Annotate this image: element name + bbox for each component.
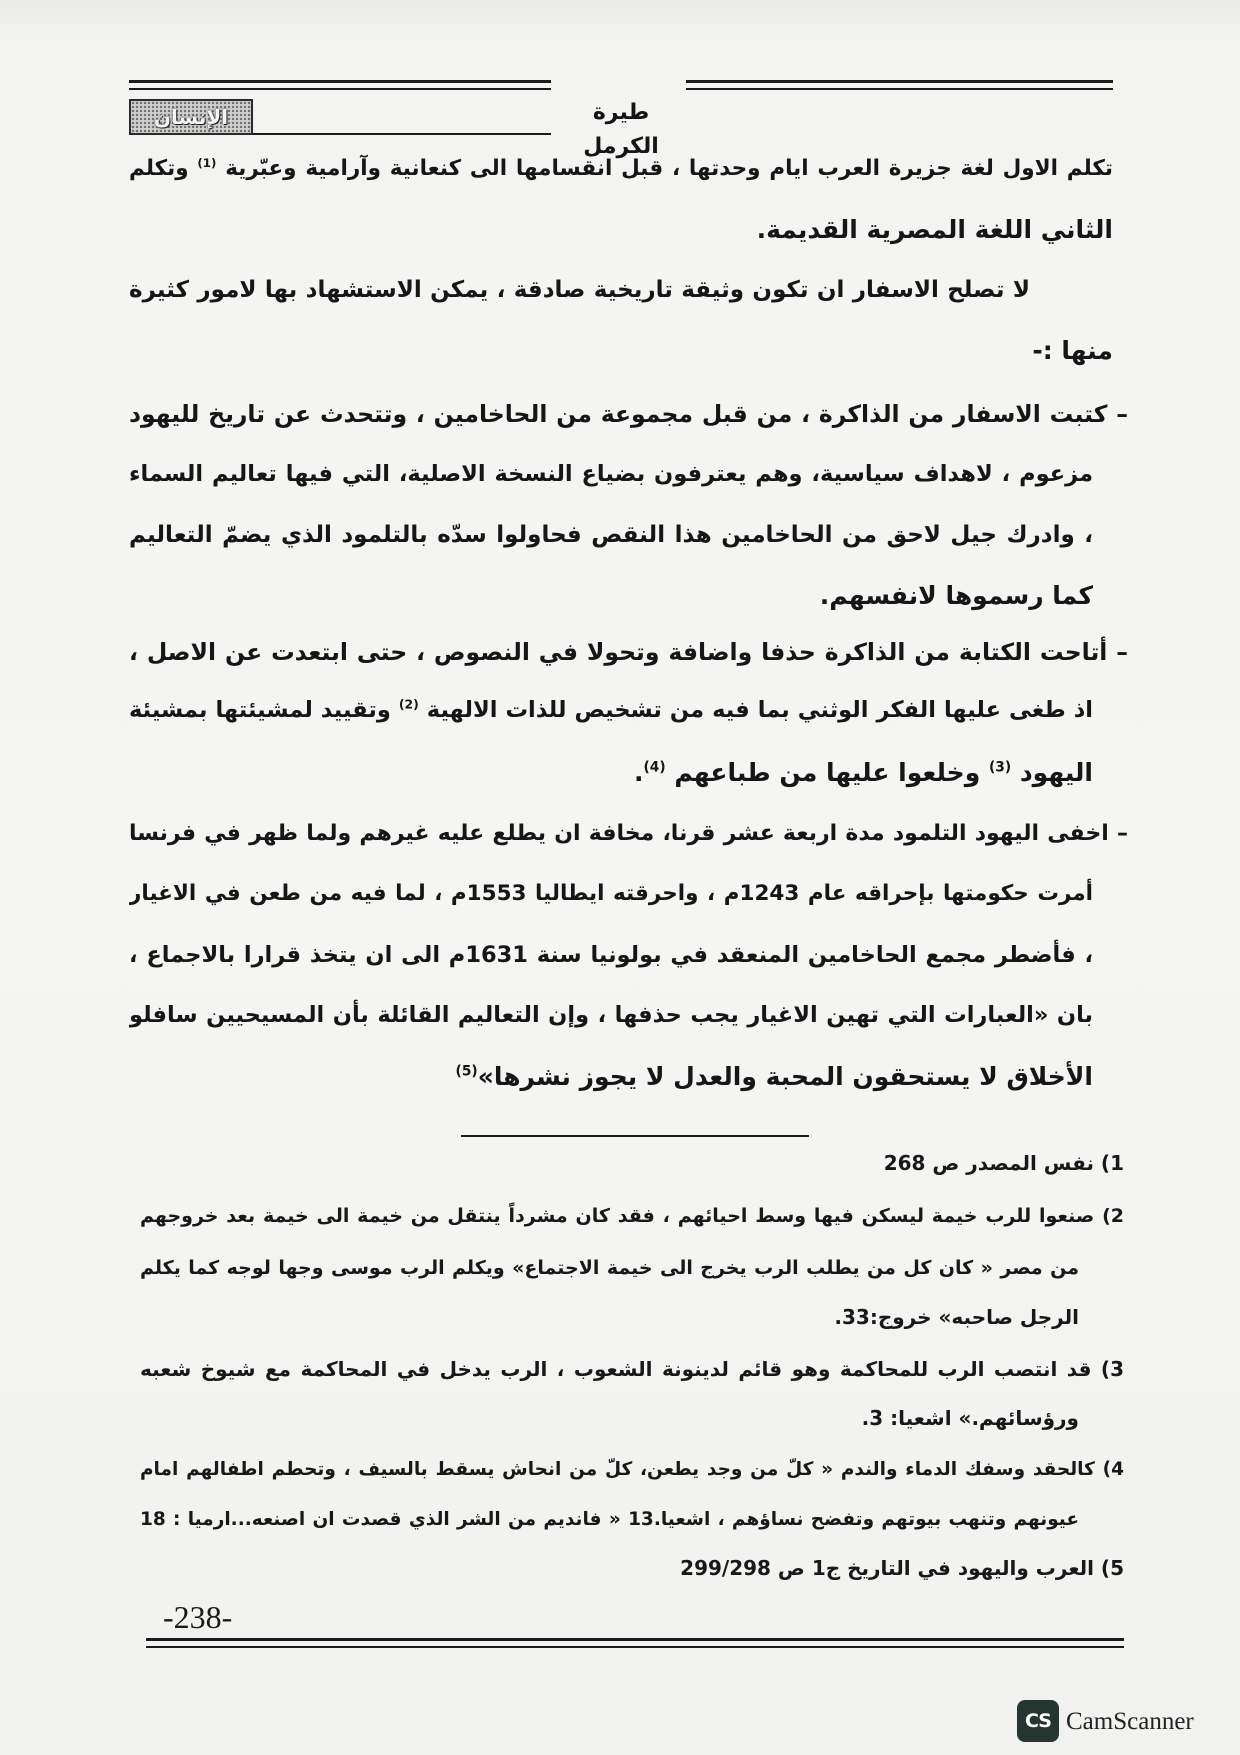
footnote-line [140,1248,1079,1288]
body-text: كما رسموها لانفسهم. [819,581,1093,610]
footnote-ref: (1) [197,155,217,170]
footnote-text: العرب واليهود في التاريخ ج1 ص 299/298 [680,1556,1094,1580]
footnote-line [140,1548,1124,1588]
footnote-ref: (4) [643,759,666,776]
body-text: وخلعوا عليها من طباعهم [665,758,989,787]
footnote-text: كالحقد وسفك الدماء والندم « كلّ من وجد يطعن، كلّ من انحاش يسقط بالسيف ، وتحطم اطفالهم امام [140,1459,1095,1480]
camscanner-watermark-text: CamScanner [1066,1708,1194,1735]
body-line [129,206,1113,254]
footnote-text: عيونهم وتنهب بيوتهم وتفضح نساؤهم ، اشعيا.13 « فانديم من الشر الذي قصدت ان اصنعه...ارميا : 18 [140,1509,1079,1530]
body-text: مزعوم ، لاهداف سياسية، وهم يعترفون بضياع النسخة الاصلية، التي فيها تعاليم السماء [129,461,1093,487]
footnote-text: ورؤسائهم.» اشعيا: 3. [861,1406,1079,1430]
footnote-number: 2) [1094,1205,1124,1227]
body-text: وتكلم [129,156,198,181]
body-text: – كتبت الاسفار من الذاكرة ، من قبل مجموعة من الحاخامين ، وتتحدث عن تاريخ لليهود [129,400,1128,428]
body-line [129,628,1128,676]
footnote-number: 3) [1091,1357,1124,1381]
body-text: . [633,758,644,787]
footnote-text: من مصر « كان كل من يطلب الرب يخرج الى خيمة الاجتماع» ويكلم الرب موسى وجها لوجه كما يكلم [140,1257,1079,1279]
body-line [129,810,1128,858]
camscanner-logo-icon: CS [1017,1700,1059,1742]
running-header-title: طيرة الكرمل [583,100,659,159]
body-text: تكلم الاول لغة جزيرة العرب ايام وحدتها ، قبل انقسامها الى كنعانية وآرامية وعبّرية [216,156,1113,181]
footnote-line [140,1349,1124,1389]
body-text: ، فأضطر مجمع الحاخامين المنعقد في بولونيا سنة 1631م الى ان يتخذ قرارا بالاجماع ، [129,942,1093,968]
footnote-line [140,1297,1079,1337]
footer-rule-thin [146,1646,1124,1648]
footnote-line [140,1500,1079,1540]
footnote-ref: (3) [988,759,1012,776]
footer-rule-thick [146,1638,1124,1641]
body-text: – أتاحت الكتابة من الذاكرة حذفا واضافة وتحولا في النصوص ، حتى ابتعدت عن الاصل ، [129,638,1128,666]
footnote-number: 1) [1093,1151,1124,1175]
body-text: ، وادرك جيل لاحق من الحاخامين هذا النقص فحاولوا سدّه بالتلمود الذي يضمّ التعاليم [129,522,1093,548]
body-line [129,327,1113,375]
header-rule-left-thin [129,88,551,90]
body-line [129,931,1093,979]
body-line [129,145,1113,193]
header-rule-left-thick [129,80,551,83]
page-number: -238- [163,1599,233,1635]
body-text: – اخفى اليهود التلمود مدة اربعة عشر قرنا، مخافة ان يطلع عليه غيرهم ولما ظهر في فرنسا [129,821,1128,846]
body-line [129,991,1093,1039]
body-line [129,572,1093,620]
body-text: بان «العبارات التي تهين الاغيار يجب حذفها ، وإن التعاليم القائلة بأن المسيحيين سافلو [129,1002,1093,1028]
footnote-line [140,1196,1124,1236]
footnote-ref: (5) [455,1063,478,1080]
body-line [129,749,1093,797]
footnote-line [140,1450,1124,1490]
body-line [129,511,1093,559]
body-text: منها :- [1032,336,1113,365]
body-line [129,870,1093,918]
footnote-line [140,1398,1079,1438]
footnote-ref: (2) [398,697,419,712]
footnote-line [140,1143,1124,1183]
body-line [129,266,1030,314]
header-rule-right-thick [686,80,1113,83]
footnote-separator [461,1135,809,1137]
header-rule-right-thin [686,88,1113,90]
footnote-text: قد انتصب الرب للمحاكمة وهو قائم لدينونة الشعوب ، الرب يدخل في المحاكمة مع شيوخ شعبه [140,1357,1092,1381]
header-underline [253,133,551,135]
body-text: أمرت حكومتها بإحراقه عام 1243م ، واحرقته ايطاليا 1553م ، لما فيه من طعن في الاغيار [129,881,1093,906]
body-text: لا تصلح الاسفار ان تكون وثيقة تاريخية صادقة ، يمكن الاستشهاد بها لامور كثيرة [129,277,1030,303]
footnote-number: 4) [1094,1459,1124,1480]
body-line [129,450,1093,498]
footnote-text: الرجل صاحبه» خروج:33. [834,1305,1079,1329]
footnote-text: نفس المصدر ص 268 [883,1151,1094,1175]
footnote-number: 5) [1093,1556,1124,1580]
body-text: اذ طغى عليها الفكر الوثني بما فيه من تشخيص للذات الالهية [418,697,1093,723]
body-text: وتقييد لمشيئتها بمشيئة [129,697,399,723]
body-text: الثاني اللغة المصرية القديمة. [756,215,1113,244]
body-line [129,390,1128,438]
section-badge: الإنسان [129,99,253,135]
body-line [129,1053,1093,1101]
body-text: اليهود [1011,758,1093,787]
body-line [129,686,1093,734]
body-text: الأخلاق لا يستحقون المحبة والعدل لا يجوز نشرها» [477,1062,1093,1091]
footnote-text: صنعوا للرب خيمة ليسكن فيها وسط احيائهم ، فقد كان مشرداً ينتقل من خيمة الى خيمة بعد خروجهم [140,1205,1095,1227]
